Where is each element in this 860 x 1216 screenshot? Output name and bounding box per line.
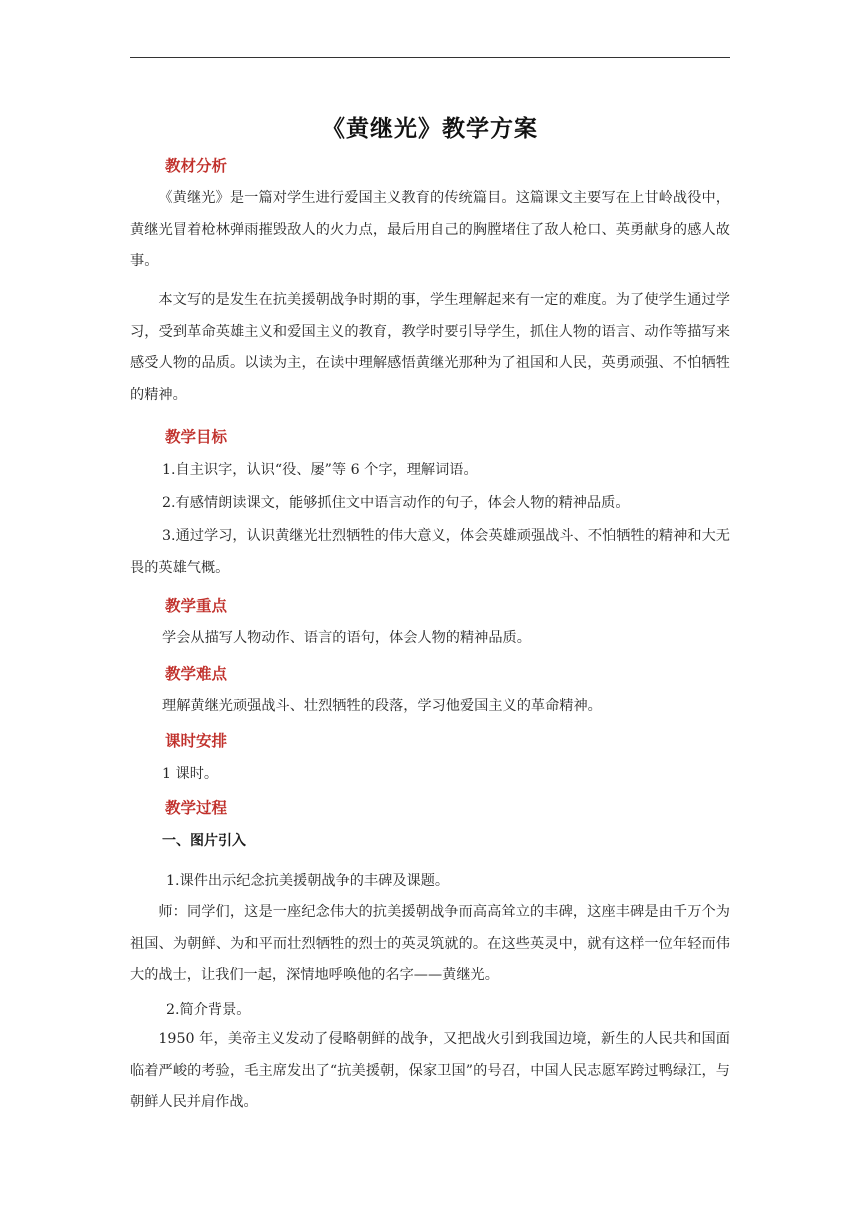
- section-heading-schedule: 课时安排: [165, 732, 228, 750]
- process-subheading-1: 一、图片引入: [162, 833, 246, 849]
- section-heading-teaching-process: 教学过程: [165, 799, 228, 817]
- paragraph-material-1: 《黄继光》是一篇对学生进行爱国主义教育的传统篇目。这篇课文主要写在上甘岭战役中，黄继光冒着枪林弹雨摧毁敌人的火力点，最后用自己的胸膛堵住了敌人枪口、英勇献身的感人故事。: [130, 190, 730, 269]
- schedule-text: 1 课时。: [162, 766, 219, 782]
- process-step-2: 2.简介背景。: [166, 1002, 251, 1018]
- key-points-text: 学会从描写人物动作、语言的语句，体会人物的精神品质。: [162, 630, 531, 646]
- section-heading-material-analysis: 教材分析: [165, 157, 228, 175]
- page-title: 《黄继光》教学方案: [322, 116, 538, 142]
- section-heading-difficulties: 教学难点: [165, 665, 228, 683]
- paragraph-background: 1950 年，美帝主义发动了侵略朝鲜的战争，又把战火引到我国边境，新生的人民共和国面临着严峻的考验，毛主席发出了“抗美援朝，保家卫国”的号召，中国人民志愿军跨过鸭绿江，与朝鲜人民并肩作战。: [130, 1031, 730, 1110]
- goal-item-3: 3.通过学习，认识黄继光壮烈牺牲的伟大意义，体会英雄顽强战斗、不怕牺牲的精神和大无畏的英雄气概。: [130, 528, 730, 576]
- section-heading-teaching-goals: 教学目标: [165, 428, 228, 446]
- paragraph-material-2: 本文写的是发生在抗美援朝战争时期的事，学生理解起来有一定的难度。为了使学生通过学习，受到革命英雄主义和爱国主义的教育，教学时要引导学生，抓住人物的语言、动作等描写来感受人物的品质。以读为主，在读中理解感悟黄继光那种为了祖国和人民，英勇顽强、不怕牺牲的精神。: [130, 292, 730, 403]
- difficulties-text: 理解黄继光顽强战斗、壮烈牺牲的段落，学习他爱国主义的革命精神。: [162, 698, 602, 714]
- goal-item-2: 2.有感情朗读课文，能够抓住文中语言动作的句子，体会人物的精神品质。: [162, 495, 630, 511]
- process-step-1: 1.课件出示纪念抗美援朝战争的丰碑及课题。: [166, 873, 450, 889]
- header-rule: [130, 57, 730, 58]
- paragraph-teacher-intro: 师：同学们，这是一座纪念伟大的抗美援朝战争而高高耸立的丰碑，这座丰碑是由千万个为祖国、为朝鲜、为和平而壮烈牺牲的烈士的英灵筑就的。在这些英灵中，就有这样一位年轻而伟大的战士，让我们一起，深情地呼唤他的名字——黄继光。: [130, 904, 730, 983]
- section-heading-key-points: 教学重点: [165, 597, 228, 615]
- goal-item-1: 1.自主识字，认识“役、屡”等 6 个字，理解词语。: [162, 462, 478, 478]
